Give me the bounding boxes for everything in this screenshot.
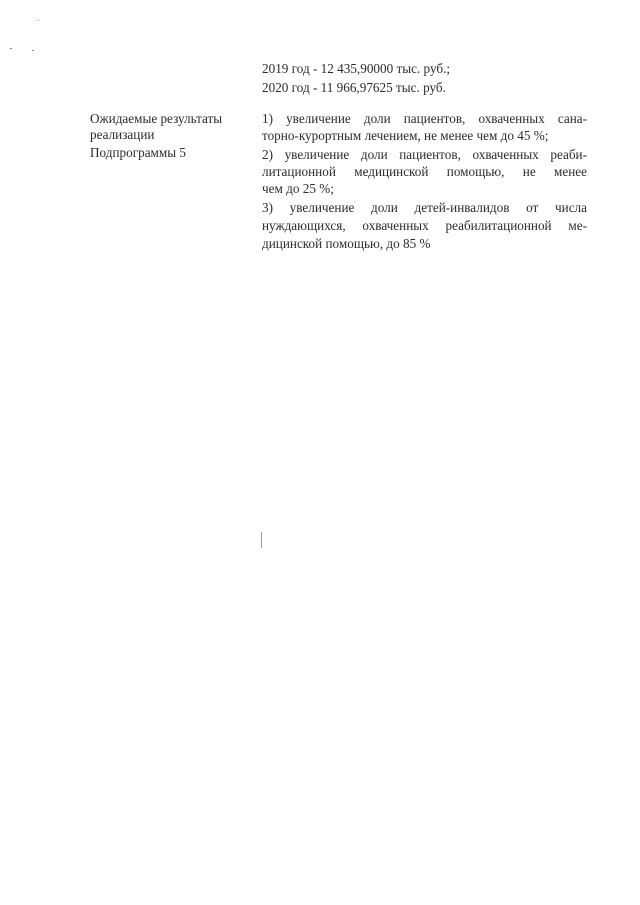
result-1-line-2: торно-курортным лечением, не менее чем до 45 %; xyxy=(262,128,549,143)
scan-line-artifact xyxy=(261,532,262,548)
result-3-line-1: 3) увеличение доли детей-инвалидов от числа xyxy=(262,200,587,215)
finance-line-2019: 2019 год - 12 435,90000 тыс. руб.; xyxy=(262,61,451,76)
result-1-line-1: 1) увеличение доли пациентов, охваченных сана- xyxy=(262,111,587,126)
scan-speck xyxy=(10,48,12,49)
scan-speck xyxy=(32,50,34,51)
result-3-line-3: дицинской помощью, до 85 % xyxy=(262,236,431,251)
results-label-line-2: реализации xyxy=(90,127,155,142)
result-3-line-2: нуждающихся, охваченных реабилитационной ме- xyxy=(262,218,587,233)
results-label-line-3: Подпрограммы 5 xyxy=(90,145,186,160)
results-label-line-1: Ожидаемые результаты xyxy=(90,111,223,126)
result-2-line-1: 2) увеличение доли пациентов, охваченных реаби- xyxy=(262,147,587,162)
result-2-line-2: литационной медицинской помощью, не менее xyxy=(262,164,587,179)
result-2-line-3: чем до 25 %; xyxy=(262,181,334,196)
scan-speck xyxy=(38,20,39,21)
finance-line-2020: 2020 год - 11 966,97625 тыс. руб. xyxy=(262,80,446,95)
